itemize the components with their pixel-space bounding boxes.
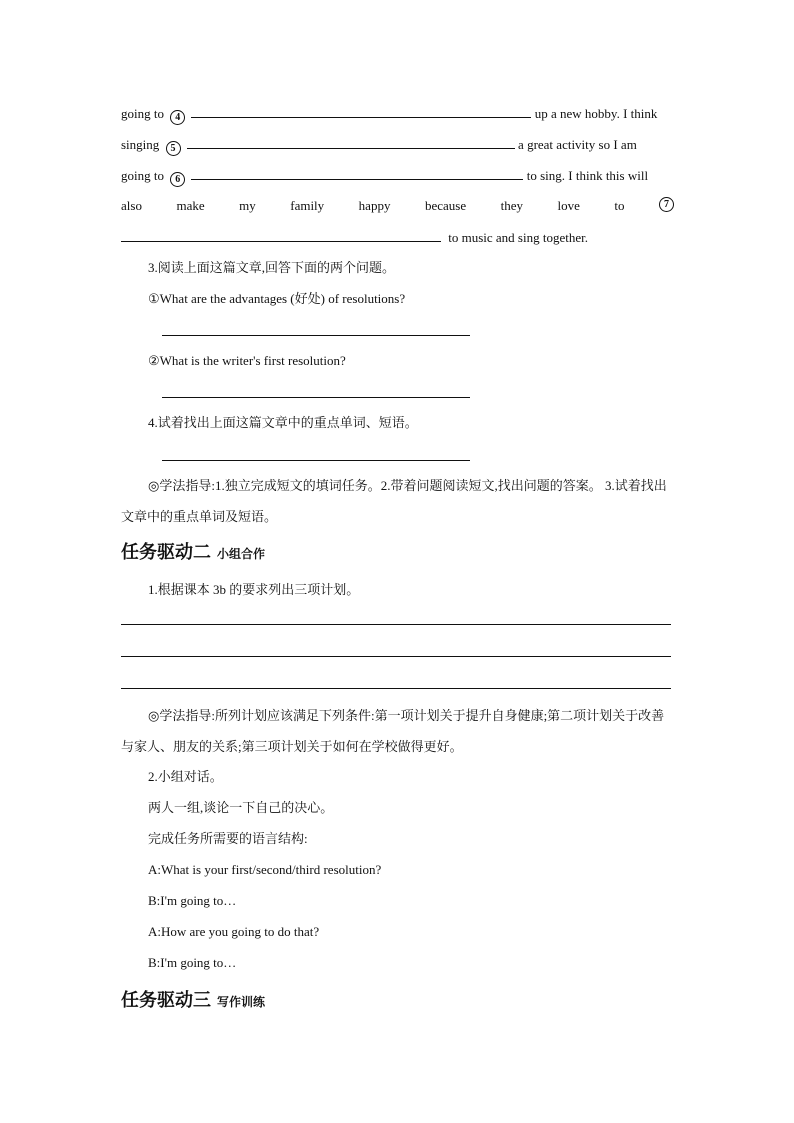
blank-5[interactable] <box>187 135 515 149</box>
blank-4[interactable] <box>191 104 531 118</box>
q3-question-2: ②What is the writer's first resolution? <box>148 353 346 368</box>
number-circle-5: 5 <box>166 141 181 156</box>
study-guide-2: ◎学法指导:所列计划应该满足下列条件:第一项计划关于提升自身健康;第二项计划关于改善与家人、朋友的关系;第三项计划关于如何在学校做得更好。 <box>121 708 665 754</box>
structure-label: 完成任务所需要的语言结构: <box>148 831 308 846</box>
plan-line-1[interactable] <box>121 624 671 625</box>
dialog-line-1: A:What is your first/second/third resolution? <box>148 862 382 877</box>
plan-line-3[interactable] <box>121 688 671 689</box>
task-2-item-1: 1.根据课本 3b 的要求列出三项计划。 <box>148 582 360 597</box>
dialog-line-4: B:I'm going to… <box>148 955 237 970</box>
fill-line-7: also make my family happy because they love to 7 <box>121 197 674 215</box>
answer-line-q3-1[interactable] <box>162 335 470 336</box>
q3-question-1: ①What are the advantages (好处) of resolutions? <box>148 291 406 306</box>
task-2-heading: 任务驱动二 小组合作 <box>121 542 266 563</box>
fill-line-8: to music and sing together. <box>121 228 588 247</box>
answer-line-q3-2[interactable] <box>162 397 470 398</box>
number-circle-6: 6 <box>170 172 185 187</box>
fill-line-4: going to 4 up a new hobby. I think <box>121 106 658 123</box>
dialog-line-3: A:How are you going to do that? <box>148 924 320 939</box>
blank-6[interactable] <box>191 166 523 180</box>
study-guide-1: ◎学法指导:1.独立完成短文的填词任务。2.带着问题阅读短文,找出问题的答案。 3.试着找出文章中的重点单词及短语。 <box>121 478 667 524</box>
answer-line-q4[interactable] <box>162 460 470 461</box>
dialog-line-2: B:I'm going to… <box>148 893 237 908</box>
q4-title: 4.试着找出上面这篇文章中的重点单词、短语。 <box>148 415 418 430</box>
number-circle-4: 4 <box>170 110 185 125</box>
number-circle-7: 7 <box>659 197 674 212</box>
fill-line-5: singing 5 a great activity so I am <box>121 137 637 154</box>
task-2-item-2: 2.小组对话。 <box>148 769 223 784</box>
blank-7[interactable] <box>121 228 441 242</box>
fill-line-6: going to 6 to sing. I think this will <box>121 168 649 185</box>
q3-title: 3.阅读上面这篇文章,回答下面的两个问题。 <box>148 260 396 275</box>
task-3-heading: 任务驱动三 写作训练 <box>121 990 266 1011</box>
task-2-item-2-desc: 两人一组,谈论一下自己的决心。 <box>148 800 334 815</box>
plan-line-2[interactable] <box>121 656 671 657</box>
